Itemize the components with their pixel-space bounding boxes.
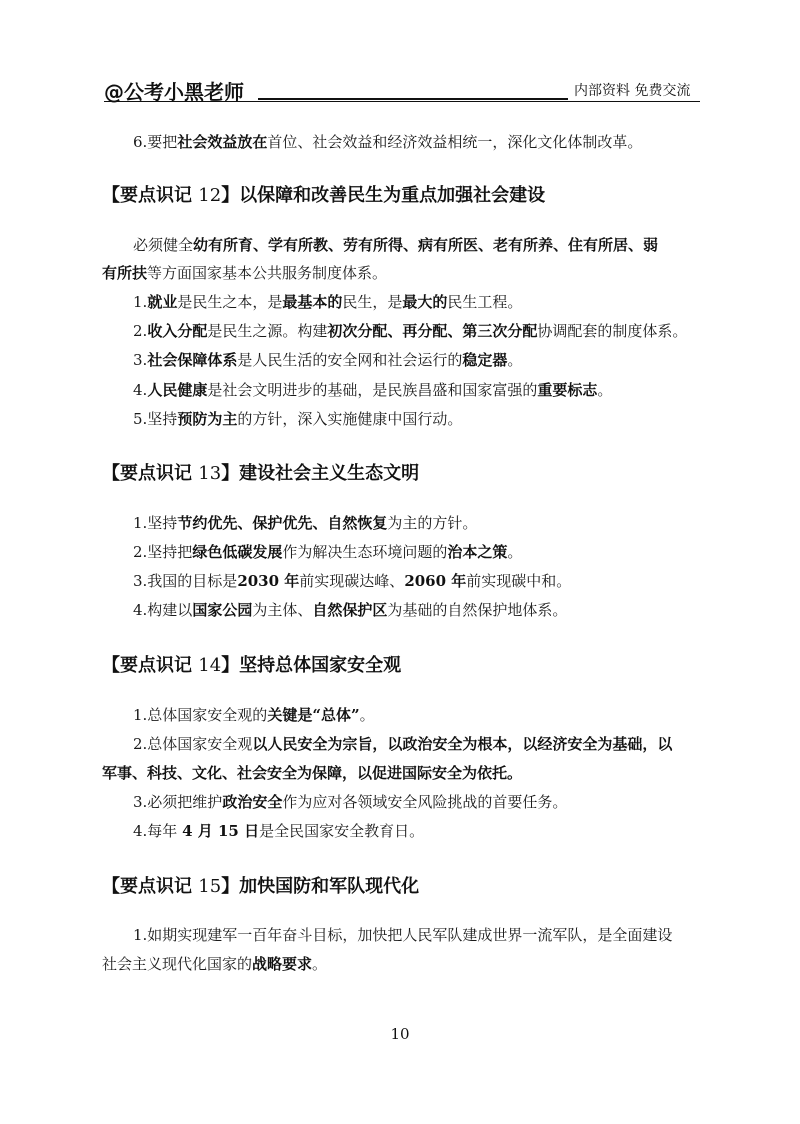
header-rule — [258, 98, 568, 100]
section-12-item-1: 1.就业是民生之本，是最基本的民生，是最大的民生工程。 — [133, 293, 523, 311]
section-13-item-2: 2.坚持把绿色低碳发展作为解决生态环境问题的治本之策。 — [133, 543, 523, 561]
header-brand: @公考小黑老师 — [104, 80, 244, 104]
section-14-item-4: 4.每年 4 月 15 日是全民国家安全教育日。 — [133, 822, 425, 840]
section-12-item-2: 2.收入分配是民生之源。构建初次分配、再分配、第三次分配协调配套的制度体系。 — [133, 322, 688, 340]
header-bottom-rule — [104, 101, 700, 102]
section-12-item-3: 3.社会保障体系是人民生活的安全网和社会运行的稳定器。 — [133, 351, 523, 369]
section-14-item-2-line-2: 军事、科技、文化、社会安全为保障，以促进国际安全为依托。 — [102, 764, 523, 782]
section-12-item-5: 5.坚持预防为主的方针，深入实施健康中国行动。 — [133, 410, 463, 428]
intro-item-6: 6.要把社会效益放在首位、社会效益和经济效益相统一，深化文化体制改革。 — [133, 133, 643, 151]
section-heading-14: 【要点识记 14】坚持总体国家安全观 — [102, 655, 402, 676]
page-number: 10 — [390, 1025, 410, 1043]
section-15-item-1-line-1: 1.如期实现建军一百年奋斗目标，加快把人民军队建成世界一流军队，是全面建设 — [133, 926, 673, 944]
section-14-item-2-line-1: 2.总体国家安全观以人民安全为宗旨，以政治安全为根本，以经济安全为基础，以 — [133, 735, 673, 753]
section-heading-12: 【要点识记 12】以保障和改善民生为重点加强社会建设 — [102, 185, 546, 206]
section-14-item-1: 1.总体国家安全观的关键是“总体”。 — [133, 706, 375, 724]
header-tag: 内部资料 免费交流 — [574, 83, 691, 99]
section-heading-15: 【要点识记 15】加快国防和军队现代化 — [102, 876, 420, 897]
section-12-lead-line-2: 有所扶等方面国家基本公共服务制度体系。 — [102, 264, 388, 282]
section-13-item-3: 3.我国的目标是2030 年前实现碳达峰、2060 年前实现碳中和。 — [133, 572, 572, 590]
section-12-lead-line-1: 必须健全幼有所育、学有所教、劳有所得、病有所医、老有所养、住有所居、弱 — [133, 236, 659, 254]
section-13-item-4: 4.构建以国家公园为主体、自然保护区为基础的自然保护地体系。 — [133, 601, 568, 619]
section-15-item-1-line-2: 社会主义现代化国家的战略要求。 — [102, 955, 328, 973]
section-14-item-3: 3.必须把维护政治安全作为应对各领域安全风险挑战的首要任务。 — [133, 793, 568, 811]
section-12-item-4: 4.人民健康是社会文明进步的基础，是民族昌盛和国家富强的重要标志。 — [133, 381, 613, 399]
section-heading-13: 【要点识记 13】建设社会主义生态文明 — [102, 463, 420, 484]
section-13-item-1: 1.坚持节约优先、保护优先、自然恢复为主的方针。 — [133, 514, 478, 532]
